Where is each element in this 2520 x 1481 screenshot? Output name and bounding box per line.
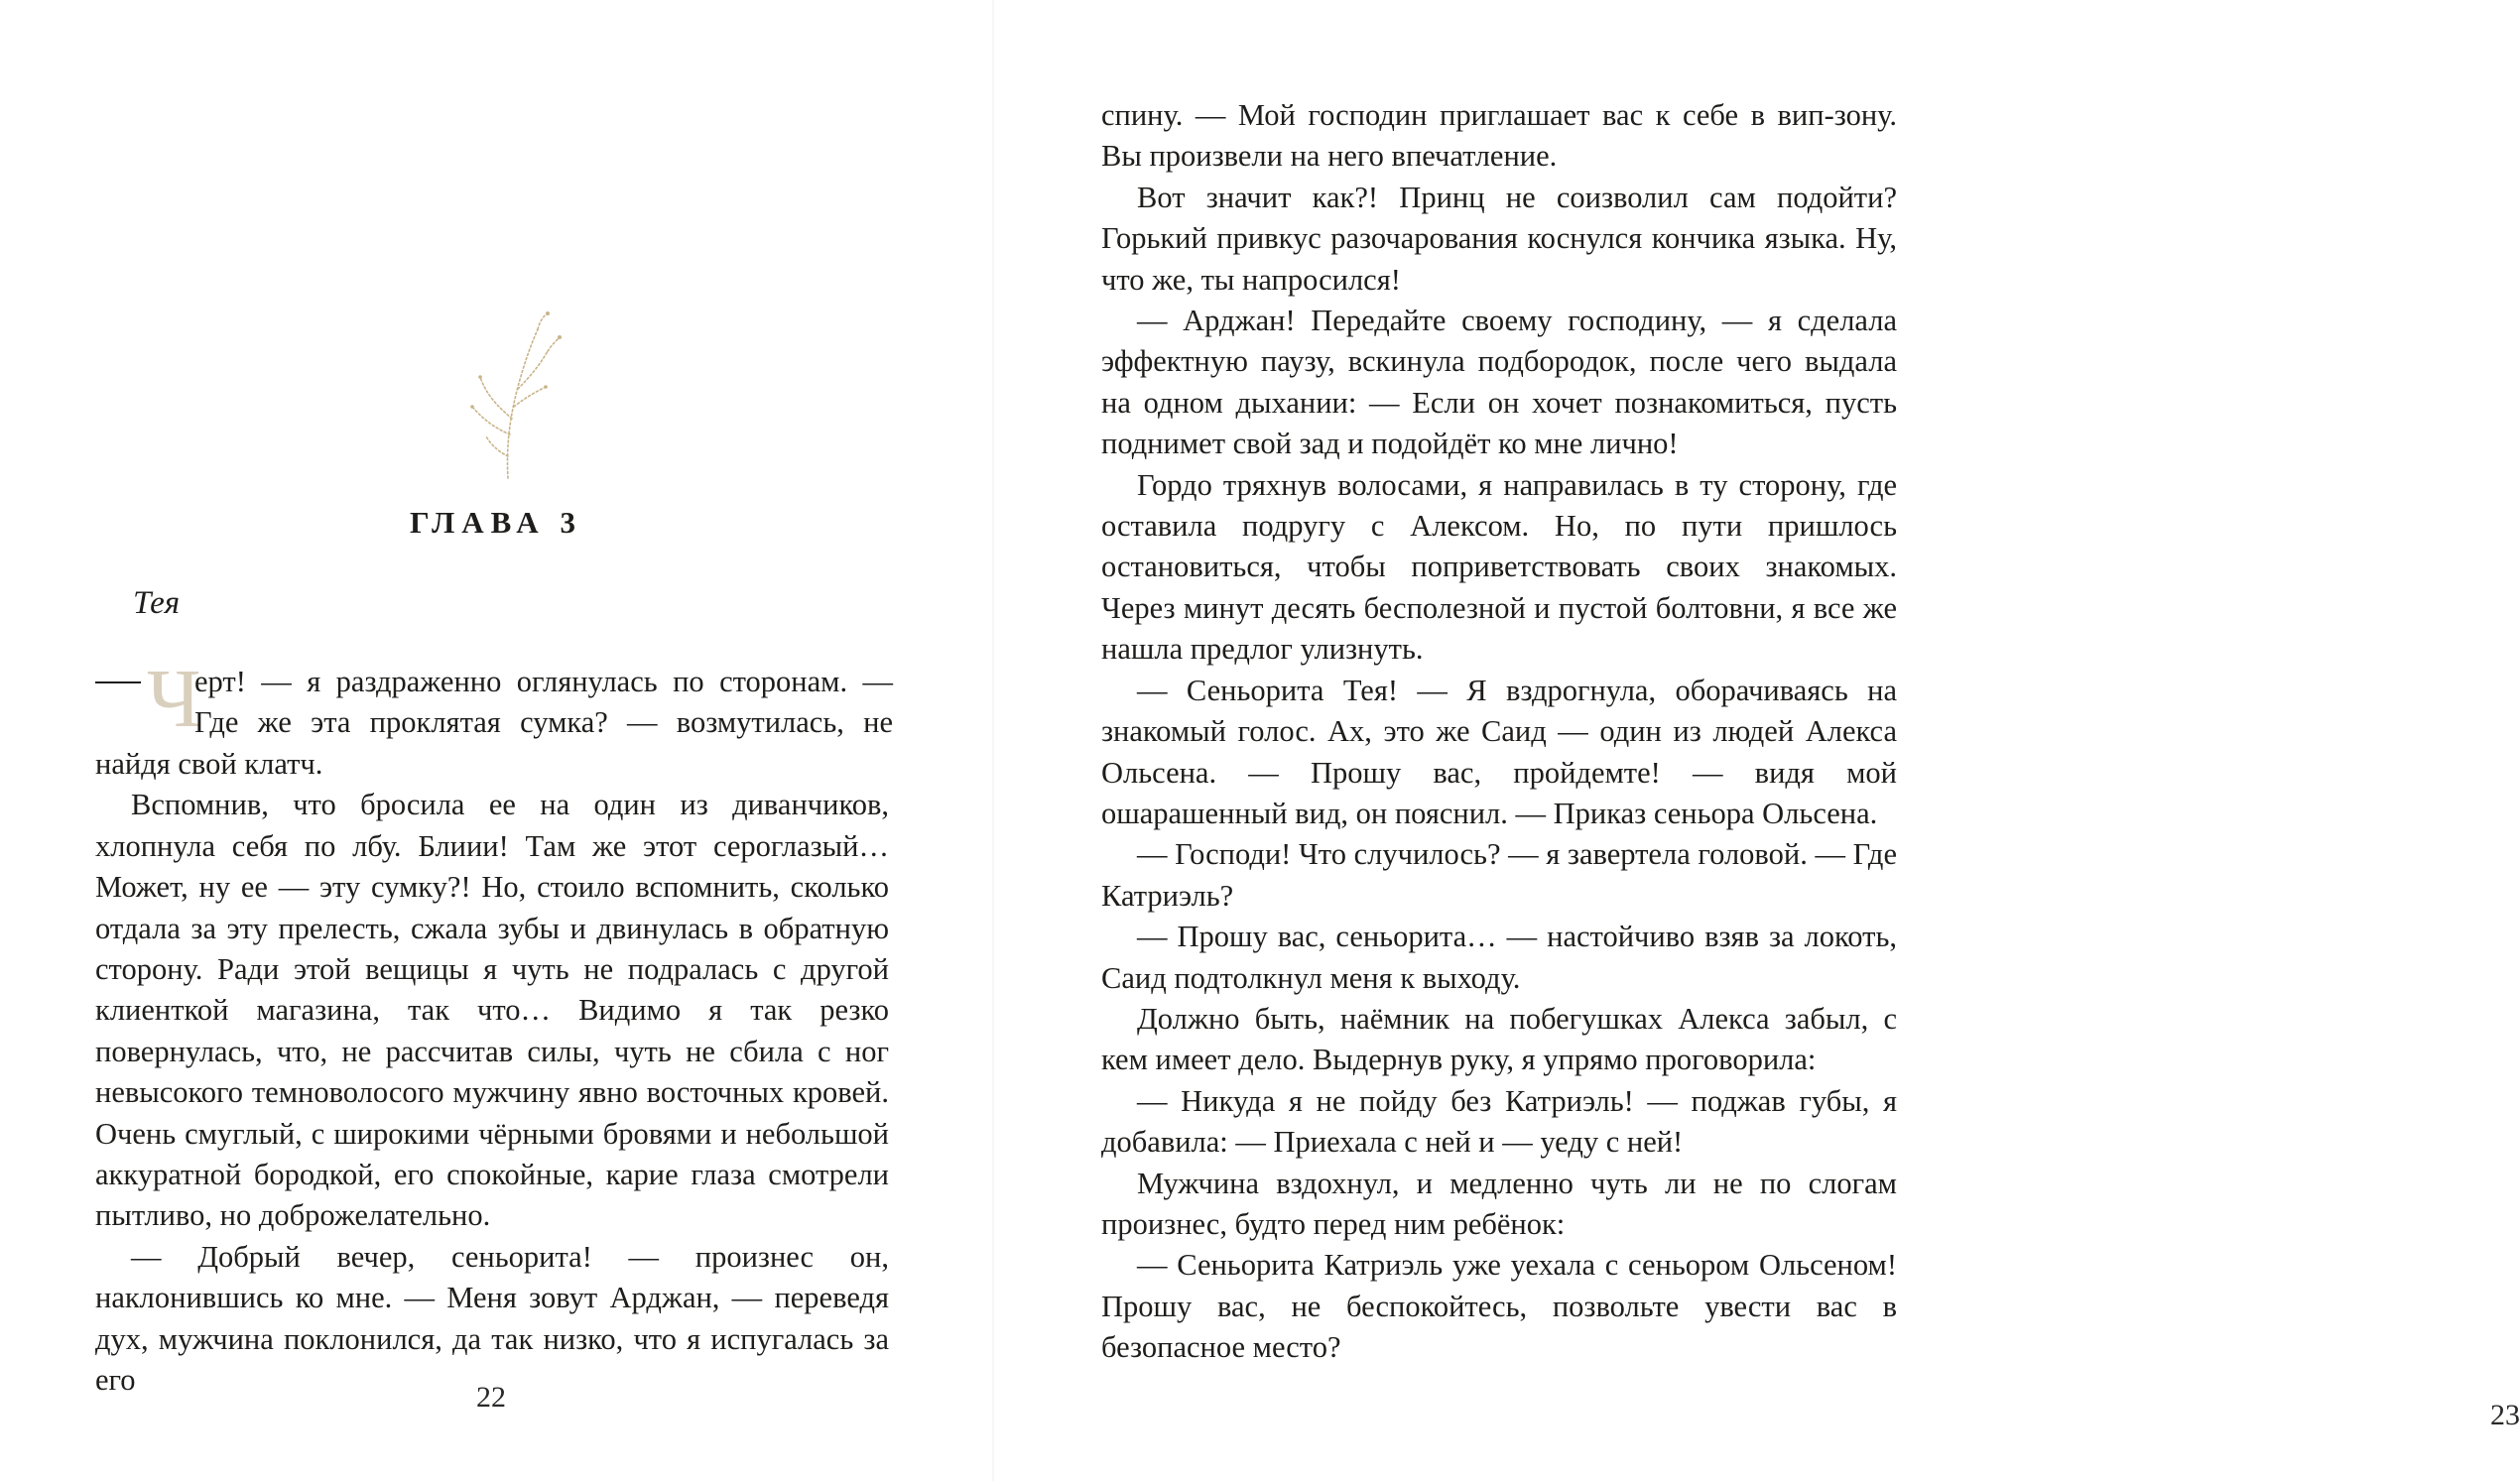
page-number: 22	[476, 1381, 506, 1414]
page-number: 23	[2490, 1399, 2520, 1431]
dash-divider	[95, 681, 141, 683]
paragraph: — Добрый вечер, сеньорита! — произнес он, наклонившись ко мне. — Меня зовут Арджан, — переведя дух, мужчина поклонился, да так низко, что я испугалась за его	[95, 1239, 889, 1398]
paragraph: найдя свой клатч.	[95, 747, 323, 781]
paragraph: — Сеньорита Тея! — Я вздрогнула, оборачиваясь на знакомый голос. Ах, это же Саид — один из людей Алекса Ольсена. — Прошу вас, пройдемте! — видя мой ошарашенный вид, он пояснил. — Приказ сеньора Ольсена.	[1101, 673, 1897, 830]
plant-sprig-icon	[437, 308, 575, 486]
drop-cap-block	[95, 653, 893, 751]
paragraph: Мужчина вздохнул, и медленно чуть ли не по слогам произнес, будто перед ним ребёнок:	[1101, 1166, 1897, 1241]
paragraph: — Прошу вас, сеньорита… — настойчиво взяв за локоть, Саид подтолкнул меня к выходу.	[1101, 920, 1897, 995]
paragraph: Гордо тряхнув волосами, я направилась в ту сторону, где оставила подругу с Алексом. Но, по пути пришлось остановиться, чтобы поприветствовать своих знакомых. Через минут десять бесполезной и пустой болтовни, я все же нашла предлог улизнуть.	[1101, 467, 1897, 667]
paragraph: спину. — Мой господин приглашает вас к себе в вип-зону. Вы произвели на него впечатление.	[1101, 98, 1897, 174]
right-page	[994, 0, 2520, 1481]
drop-cap-letter: Ч	[147, 653, 201, 745]
paragraph: Вспомнив, что бросила ее на один из диванчиков, хлопнула себя по лбу. Блиии! Там же этот сероглазый… Может, ну ее — эту сумку?! Но, стоило вспомнить, сколько отдала за эту прелесть, сжала зубы и двинулась в обратную сторону. Ради этой вещицы я чуть не подралась с другой клиенткой магазина, так что… Видимо я так резко повернулась, что, не рассчитав силы, чуть не сбила с ног невысокого темноволосого мужчину явно восточных кровей. Очень смуглый, с широкими чёрными бровями и небольшой аккуратной бородкой, его спокойные, карие глаза смотрели пытливо, но доброжелательно.	[95, 788, 889, 1233]
paragraph: — Никуда я не пойду без Катриэль! — поджав губы, я добавила: — Приехала с ней и — уеду с ней!	[1101, 1083, 1897, 1160]
paragraph: — Арджан! Передайте своему господину, — я сделала эффектную паузу, вскинула подбородок, после чего выдала на одном дыхании: — Если он хочет познакомиться, пусть поднимет свой зад и подойдёт ко мне лично!	[1101, 304, 1897, 461]
paragraph: — Господи! Что случилось? — я завертела головой. — Где Катриэль?	[1101, 837, 1897, 913]
chapter-pov-heading: Тея	[133, 585, 181, 621]
chapter-title: ГЛАВА 3	[410, 505, 582, 540]
left-page	[0, 0, 992, 1481]
paragraph: — Сеньорита Катриэль уже уехала с сеньором Ольсеном! Прошу вас, не беспокойтесь, позвольте увести вас в безопасное место?	[1101, 1248, 1897, 1365]
right-page-body	[1101, 95, 1897, 1369]
first-line: ерт! — я раздраженно оглянулась по сторонам. —	[194, 665, 893, 698]
paragraph: Вот значит как?! Принц не соизволил сам подойти? Горький привкус разочарования коснулся кончика языка. Ну, что же, ты напросился!	[1101, 180, 1897, 297]
paragraph: Должно быть, наёмник на побегушках Алекса забыл, с кем имеет дело. Выдернув руку, я упрямо проговорила:	[1101, 1001, 1897, 1077]
left-page-body	[95, 744, 889, 1402]
second-line: Где же эта проклятая сумка? — возмутилась, не	[194, 705, 893, 740]
